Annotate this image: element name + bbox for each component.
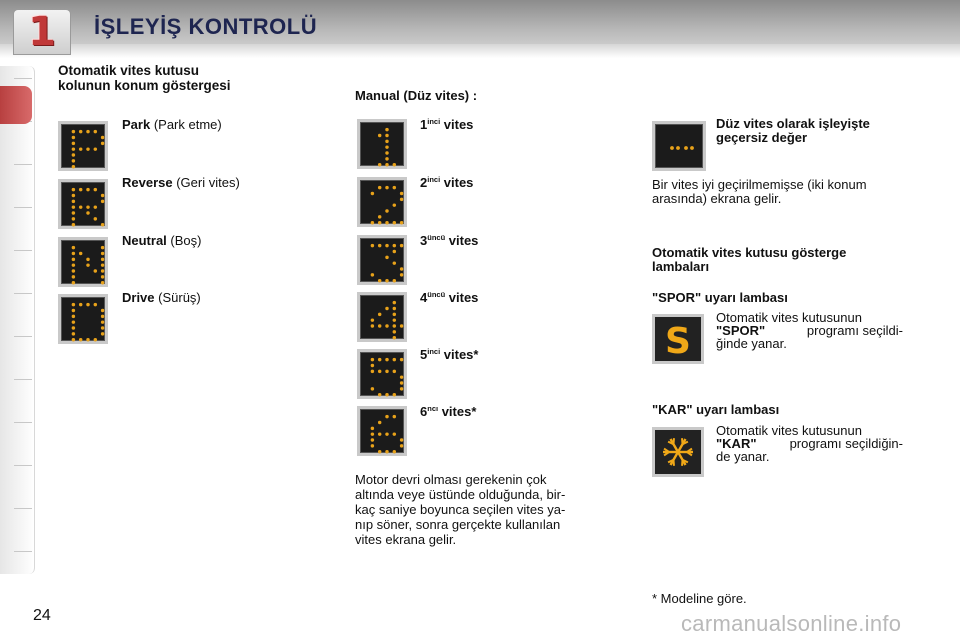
led-dot <box>86 188 89 191</box>
led-dot <box>371 318 374 321</box>
led-dot <box>378 221 381 224</box>
led-dot <box>79 130 82 133</box>
led-dot <box>101 258 104 261</box>
note-line: vites ekrana gelir. <box>355 532 457 547</box>
led-dot <box>400 267 403 270</box>
thumb-index-active-tab[interactable] <box>0 86 32 124</box>
gear-position-name: Park <box>122 117 151 132</box>
led-dot <box>79 147 82 150</box>
snowflake-icon <box>655 430 701 474</box>
led-dot <box>371 273 374 276</box>
led-dot <box>72 309 75 312</box>
led-dot <box>72 263 75 266</box>
led-dot <box>400 438 403 441</box>
led-dot <box>393 186 396 189</box>
led-dot <box>385 450 388 453</box>
led-dot <box>385 256 388 259</box>
led-dot <box>371 244 374 247</box>
gear-position-meaning: (Park etme) <box>150 117 222 132</box>
gear-number: 6 <box>420 404 428 419</box>
led-dot <box>385 279 388 282</box>
led-dot <box>94 147 97 150</box>
left-heading-line1: Otomatik vites kutusu <box>58 63 200 78</box>
led-dot <box>72 258 75 261</box>
led-dot <box>393 203 396 206</box>
gear-d-display-icon <box>58 294 108 344</box>
led-dot <box>393 370 396 373</box>
led-dot <box>400 375 403 378</box>
led-dot <box>670 146 674 150</box>
led-dot <box>371 364 374 367</box>
led-dot <box>72 252 75 255</box>
led-dot <box>371 370 374 373</box>
led-dot <box>371 358 374 361</box>
page-title: İŞLEYİŞ KONTROLÜ <box>94 14 318 39</box>
led-dot <box>94 269 97 272</box>
led-glyph <box>367 299 407 341</box>
gear-position-label <box>122 118 222 132</box>
led-dot <box>385 324 388 327</box>
led-dot <box>72 136 75 139</box>
led-dot <box>371 387 374 390</box>
led-dot <box>385 163 388 166</box>
led-dot <box>400 387 403 390</box>
manual-gear-label <box>420 234 478 248</box>
chapter-number: 1 <box>28 9 56 55</box>
led-glyph <box>68 244 108 286</box>
gear-number: 4 <box>420 290 428 305</box>
sport-line1: Otomatik vites kutusunun <box>716 310 862 325</box>
manual-gear-label <box>420 405 476 419</box>
led-dot <box>86 263 89 266</box>
led-dot <box>393 318 396 321</box>
gear-word: vites <box>445 290 479 305</box>
led-dot <box>393 450 396 453</box>
led-dot <box>676 146 680 150</box>
led-dot <box>378 134 381 137</box>
led-dot <box>378 393 381 396</box>
led-dot <box>385 221 388 224</box>
led-dot <box>371 444 374 447</box>
led-dot <box>101 200 104 203</box>
header-fade <box>0 44 960 58</box>
led-dot <box>385 370 388 373</box>
note-line: nıp söner, sonra gerçekte kullanılan <box>355 517 561 532</box>
led-dot <box>393 301 396 304</box>
led-dot <box>72 275 75 278</box>
led-dot <box>385 128 388 131</box>
gear-position-label <box>122 176 240 190</box>
footnote: * Modeline göre. <box>652 591 747 606</box>
gear-position-meaning: (Boş) <box>166 233 202 248</box>
gear-word: vites* <box>440 347 479 362</box>
gear-word: vites* <box>438 404 477 419</box>
led-dot <box>101 136 104 139</box>
invalid-text-line1: Bir vites iyi geçirilmemişse (iki konum <box>652 177 867 192</box>
led-dot <box>72 200 75 203</box>
gear-number: 2 <box>420 175 428 190</box>
manual-heading: Manual (Düz vites) : <box>355 88 478 103</box>
led-dot <box>393 393 396 396</box>
led-dot <box>400 244 403 247</box>
led-dot <box>94 338 97 341</box>
led-dot <box>371 432 374 435</box>
led-dot <box>400 358 403 361</box>
led-dot <box>101 246 104 249</box>
led-dot <box>385 151 388 154</box>
led-dot <box>72 194 75 197</box>
led-dot <box>72 332 75 335</box>
manual-gear-6-display-icon <box>357 406 407 456</box>
led-dot <box>72 326 75 329</box>
led-dot <box>72 320 75 323</box>
left-heading-line2: kolunun konum göstergesi <box>58 78 231 93</box>
led-dot <box>393 358 396 361</box>
invalid-title-line1: Düz vites olarak işleyişte <box>716 116 870 131</box>
led-dot <box>393 415 396 418</box>
led-dot <box>385 140 388 143</box>
led-dot <box>101 281 104 284</box>
note-line: altında veye üstünde olduğunda, bir- <box>355 487 566 502</box>
led-dot <box>371 324 374 327</box>
gear-position-label <box>122 234 201 248</box>
thumb-index-divider <box>14 164 32 165</box>
gear-r-display-icon <box>58 179 108 229</box>
note-line: Motor devri olması gerekenin çok <box>355 472 547 487</box>
ordinal-suffix: inci <box>427 175 441 184</box>
gear-number: 5 <box>420 347 428 362</box>
snow-lamp-heading: "KAR" uyarı lambası <box>652 402 780 417</box>
led-dot <box>101 332 104 335</box>
thumb-index <box>0 66 35 574</box>
led-dot <box>378 215 381 218</box>
thumb-index-divider <box>14 379 32 380</box>
led-dot <box>72 223 75 226</box>
led-dot <box>79 205 82 208</box>
gear-position-label <box>122 291 201 305</box>
gear-number: 3 <box>420 233 428 248</box>
led-dot <box>393 221 396 224</box>
snow-line2-rest: programı seçildiğin- <box>789 436 903 451</box>
led-glyph <box>367 356 407 398</box>
led-dot <box>378 450 381 453</box>
manual-gear-1-display-icon <box>357 119 407 169</box>
led-dot <box>393 163 396 166</box>
gear-word: vites <box>445 233 479 248</box>
led-dot <box>86 147 89 150</box>
led-dot <box>72 205 75 208</box>
led-dot <box>393 261 396 264</box>
led-dot <box>101 326 104 329</box>
led-dot <box>86 303 89 306</box>
page-number: 24 <box>33 607 51 624</box>
led-dot <box>72 269 75 272</box>
led-dot <box>385 244 388 247</box>
thumb-index-divider <box>14 78 32 79</box>
lamps-heading-line2: lambaları <box>652 259 710 274</box>
gear-position-meaning: (Sürüş) <box>154 290 201 305</box>
led-glyph <box>367 413 407 455</box>
led-dot <box>101 142 104 145</box>
led-glyph <box>367 126 407 168</box>
led-dot <box>378 324 381 327</box>
ordinal-suffix: ncı <box>427 404 439 413</box>
led-dot <box>101 309 104 312</box>
led-dot <box>101 223 104 226</box>
led-dot <box>684 146 688 150</box>
gear-word: vites <box>440 175 474 190</box>
invalid-gear-display-icon <box>652 121 706 171</box>
led-dot <box>86 338 89 341</box>
led-dot <box>94 217 97 220</box>
invalid-title-line2: geçersiz değer <box>716 130 808 145</box>
led-dot <box>86 211 89 214</box>
led-dot <box>385 134 388 137</box>
snow-line1: Otomatik vites kutusunun <box>716 423 862 438</box>
led-dot <box>393 330 396 333</box>
gear-position-name: Reverse <box>122 175 173 190</box>
led-dot <box>385 145 388 148</box>
led-dot <box>393 324 396 327</box>
led-dot <box>393 279 396 282</box>
led-glyph <box>68 301 108 343</box>
snow-line3: de yanar. <box>716 449 770 464</box>
thumb-index-divider <box>14 422 32 423</box>
led-dot <box>690 146 694 150</box>
led-dot <box>378 432 381 435</box>
led-dot <box>94 205 97 208</box>
manual-gear-label <box>420 176 473 190</box>
led-dot <box>72 147 75 150</box>
dash-dash-glyph <box>662 128 702 168</box>
led-dot <box>378 313 381 316</box>
watermark: carmanualsonline.info <box>681 611 902 636</box>
manual-gear-4-display-icon <box>357 292 407 342</box>
ordinal-suffix: üncü <box>427 290 446 299</box>
led-dot <box>79 188 82 191</box>
led-dot <box>94 130 97 133</box>
gear-position-name: Drive <box>122 290 155 305</box>
led-dot <box>72 315 75 318</box>
led-dot <box>72 159 75 162</box>
led-dot <box>371 221 374 224</box>
led-dot <box>72 338 75 341</box>
manual-gear-label <box>420 348 478 362</box>
led-dot <box>371 438 374 441</box>
led-dot <box>400 444 403 447</box>
sport-warning-lamp-icon <box>652 314 704 364</box>
gear-position-name: Neutral <box>122 233 167 248</box>
ordinal-suffix: inci <box>427 347 441 356</box>
led-dot <box>101 269 104 272</box>
led-dot <box>94 303 97 306</box>
sport-line2-rest: programı seçildi- <box>806 323 903 338</box>
led-dot <box>385 186 388 189</box>
led-dot <box>378 279 381 282</box>
led-dot <box>385 157 388 160</box>
led-dot <box>400 273 403 276</box>
led-dot <box>101 194 104 197</box>
led-dot <box>385 209 388 212</box>
led-dot <box>72 165 75 168</box>
led-dot <box>378 358 381 361</box>
invalid-text-line2: arasında) ekrana gelir. <box>652 191 782 206</box>
note-line: kaç saniye boyunca seçilen vites ya- <box>355 502 566 517</box>
led-dot <box>393 244 396 247</box>
chapter-tab <box>14 10 70 54</box>
thumb-index-divider <box>14 465 32 466</box>
led-dot <box>393 432 396 435</box>
led-dot <box>72 246 75 249</box>
manual-gear-3-display-icon <box>357 235 407 285</box>
led-dot <box>72 153 75 156</box>
gear-n-display-icon <box>58 237 108 287</box>
led-dot <box>400 198 403 201</box>
thumb-index-divider <box>14 508 32 509</box>
led-glyph <box>367 184 407 226</box>
led-dot <box>72 281 75 284</box>
led-dot <box>400 324 403 327</box>
led-dot <box>101 315 104 318</box>
led-dot <box>72 217 75 220</box>
led-dot <box>101 263 104 266</box>
led-dot <box>400 381 403 384</box>
led-dot <box>393 307 396 310</box>
gear-number: 1 <box>420 117 428 132</box>
manual-gear-label <box>420 291 478 305</box>
sport-lamp-heading: "SPOR" uyarı lambası <box>652 290 788 305</box>
led-dot <box>393 250 396 253</box>
led-dot <box>371 427 374 430</box>
led-dot <box>72 130 75 133</box>
manual-note <box>355 472 605 547</box>
snow-keyword: "KAR" <box>716 436 757 451</box>
thumb-index-divider <box>14 336 32 337</box>
led-dot <box>393 313 396 316</box>
manual-gear-label <box>420 118 473 132</box>
thumb-index-divider <box>14 293 32 294</box>
led-dot <box>79 338 82 341</box>
led-glyph <box>68 186 108 228</box>
gear-word: vites <box>440 117 474 132</box>
led-dot <box>385 415 388 418</box>
led-dot <box>385 432 388 435</box>
led-dot <box>400 192 403 195</box>
led-dot <box>385 307 388 310</box>
sport-line3: ğinde yanar. <box>716 336 787 351</box>
led-dot <box>72 142 75 145</box>
led-dot <box>385 358 388 361</box>
sport-letter: S <box>665 321 691 361</box>
led-dot <box>393 336 396 339</box>
led-dot <box>86 258 89 261</box>
led-dot <box>385 393 388 396</box>
led-glyph <box>367 242 407 284</box>
thumb-index-divider <box>14 250 32 251</box>
led-dot <box>94 188 97 191</box>
ordinal-suffix: üncü <box>427 233 446 242</box>
led-dot <box>378 163 381 166</box>
led-dot <box>101 275 104 278</box>
manual-gear-5-display-icon <box>357 349 407 399</box>
led-dot <box>378 421 381 424</box>
lamps-heading-line1: Otomatik vites kutusu gösterge <box>652 245 847 260</box>
sport-keyword: "SPOR" <box>716 323 766 338</box>
manual-gear-2-display-icon <box>357 177 407 227</box>
snowflake-warning-lamp-icon <box>652 427 704 477</box>
led-dot <box>378 244 381 247</box>
led-dot <box>72 303 75 306</box>
gear-p-display-icon <box>58 121 108 171</box>
led-dot <box>101 252 104 255</box>
led-dot <box>79 252 82 255</box>
led-dot <box>400 221 403 224</box>
led-glyph <box>68 128 108 170</box>
thumb-index-divider <box>14 551 32 552</box>
led-dot <box>101 320 104 323</box>
led-dot <box>72 211 75 214</box>
led-dot <box>72 188 75 191</box>
ordinal-suffix: inci <box>427 117 441 126</box>
led-dot <box>79 303 82 306</box>
thumb-index-divider <box>14 207 32 208</box>
led-dot <box>378 370 381 373</box>
led-dot <box>371 192 374 195</box>
led-dot <box>378 186 381 189</box>
gear-position-meaning: (Geri vites) <box>172 175 240 190</box>
led-dot <box>86 130 89 133</box>
led-dot <box>86 205 89 208</box>
